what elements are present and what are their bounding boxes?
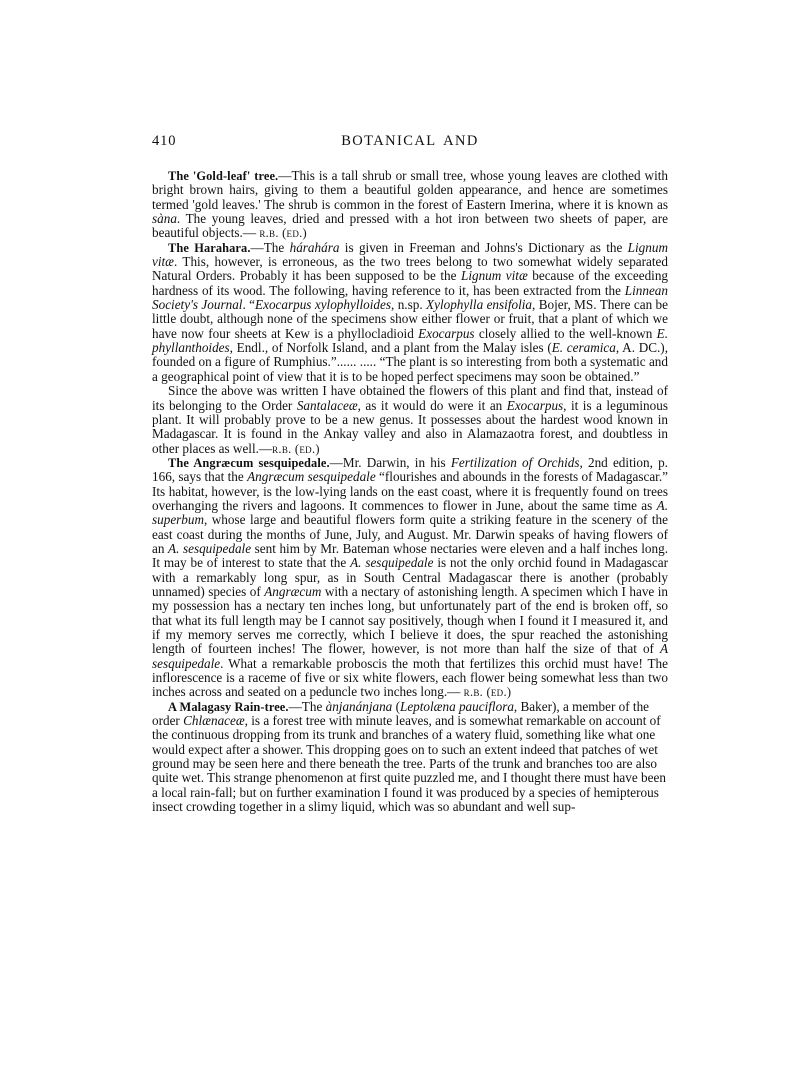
text-run: , whose large and beautiful flowers form quite a striking feature in the scenery of the east coast during the months of June, July, and August. Mr. Darwin speaks of having flowers of an xyxy=(152,512,668,556)
text-run: The xyxy=(263,239,290,255)
text-run: , Endl., of Norfolk Island, and a plant from the Malay isles ( xyxy=(229,340,552,356)
paragraph-gold-leaf-tree xyxy=(152,169,668,241)
text-run: , Bojer, MS. There can be little doubt, although none of the specimens show either flower or fruit, that a plant of which we have now four sheets at Kew is a phyllocladioid xyxy=(152,297,669,341)
italic-term: Leptolæna pauciflora xyxy=(399,698,514,714)
text-run: . “ xyxy=(242,297,256,313)
text-run: . The young leaves, dried and pressed with a hot iron between two sheets of paper, are beautiful objects.— xyxy=(152,211,668,241)
italic-term: E. ceramica xyxy=(551,340,616,356)
italic-term: Exocarpus xylophylloides xyxy=(255,297,392,313)
text-run: , Baker), a member of the order xyxy=(152,698,650,729)
italic-term: Santalaceæ xyxy=(296,397,358,413)
italic-term: A sesquipedale xyxy=(152,641,668,671)
italic-term: Exocarpus xyxy=(506,397,564,413)
text-run: sent him by Mr. Bateman whose nectaries were eleven and a half inches long. It may be of interest to state that the xyxy=(152,540,668,571)
body-text xyxy=(152,169,668,814)
attribution: r.b. (ed.) xyxy=(259,226,307,241)
run-in-heading: The Harahara. xyxy=(168,240,251,255)
italic-term: hárahára xyxy=(289,239,340,255)
italic-term: Exocarpus xyxy=(418,325,475,341)
run-in-heading: A Malagasy Rain-tree. xyxy=(168,699,289,714)
text-run: , n.sp. xyxy=(391,297,427,313)
paragraph-since-the-above xyxy=(152,384,668,456)
italic-term: Linnean Society's Journal xyxy=(152,282,668,313)
italic-term: ànjanánjana xyxy=(325,698,393,714)
text-run: is given in Freeman and Johns's Dictionary as the xyxy=(339,239,628,255)
text-run: with a nectary of astonishing length. A specimen which I have in my possession has a nectary ten inches long, but unfortunately part of the end is broken off, so that what its full length may be I cannot say positively, though when I found it I measured it, and if my memory serves me correctly, which I believe it does, the spur reached the astonishing length of fourteen inches! The flower, however, is not more than half the size of that of xyxy=(152,583,668,657)
paragraph-angraecum-sesquipedale xyxy=(152,456,668,700)
page-content xyxy=(152,133,668,814)
em-dash: — xyxy=(329,454,343,470)
text-run: . This, however, is erroneous, as the two trees belong to two somewhat widely separated Natural Orders. Probably it has been supposed to be the xyxy=(152,254,668,284)
run-in-heading: The 'Gold-leaf' tree. xyxy=(168,169,279,183)
italic-term: E. phyllanthoides xyxy=(152,325,668,356)
text-run: , it is a leguminous plant. It will probably prove to be a new genus. It possesses about the hardest wood known in Madagascar. It is found in the Ankay valley and also in Alamazaotra forest, and doubtless in other places as well.— xyxy=(152,397,668,456)
text-run: ( xyxy=(392,698,400,714)
text-run: . What a remarkable proboscis the moth that fertilizes this orchid must have! The inflorescence is a raceme of five or six white flowers, each flower being somewhat less than two inches across and seated on a peduncle two inches long.— xyxy=(152,655,668,700)
italic-term: sàna xyxy=(152,211,177,227)
italic-term: A. sesquipedale xyxy=(350,555,434,571)
running-head-title: BOTANICAL AND xyxy=(341,133,479,149)
italic-term: Fertilization of Orchids xyxy=(450,454,580,470)
italic-term: Angræcum sesquipedale xyxy=(247,469,376,485)
text-run: , is a forest tree with minute leaves, and is somewhat remarkable on account of the continuous dropping from its trunk and branches of a watery fluid, something like what one would expect after a shower. This dropping goes on to such an extent indeed that patches of wet ground may be seen here and there beneath the tree. Parts of the trunk and branches too are also quite wet. This strange phenomenon at first quite puzzled me, and I thought there must have been a local rain-fall; but on further examination I found it was produced by a species of hemipterous insect crowding together in a slimy liquid, which was so abundant and well sup- xyxy=(152,713,666,815)
italic-term: Xylophylla ensifolia xyxy=(426,297,533,313)
paragraph-malagasy-rain-tree xyxy=(152,700,668,815)
text-run: “flourishes and abounds in the forests of Madagascar.” Its habitat, however, is the low-lying lands on the east coast, where it is frequently found on trees overhanging the rivers and lagoons. It commences to flower in June, about the same time as xyxy=(152,469,668,513)
run-in-heading: The Angræcum sesquipedale. xyxy=(168,455,330,470)
text-run: is not the only orchid found in Madagascar with a remarkably long spur, as in South Central Madagascar there is another (probably unnamed) species of xyxy=(152,555,668,599)
italic-term: A. superbum xyxy=(152,497,668,528)
text-run: Since the above was written I have obtained the flowers of this plant and find that, instead of its belonging to the Order xyxy=(152,383,668,413)
attribution: r.b. (ed.) xyxy=(463,685,512,700)
text-run: This is a tall shrub or small tree, whose young leaves are clothed with bright brown hairs, giving to them a beautiful golden appearance, and hence are sometimes termed 'gold leaves.' The shrub is common in the forest of Eastern Imerina, where it is known as xyxy=(152,168,669,212)
page-number: 410 xyxy=(152,133,177,149)
em-dash: — xyxy=(278,168,292,183)
italic-term: Chlænaceæ xyxy=(183,713,245,729)
text-run: , 2nd edition, p. 166, says that the xyxy=(152,454,668,485)
em-dash: — xyxy=(288,698,302,714)
text-run: closely allied to the well-known xyxy=(474,325,657,341)
italic-term: A. sesquipedale xyxy=(168,540,252,556)
running-head xyxy=(152,133,668,163)
italic-term: Lignum vitæ xyxy=(460,268,528,284)
paragraph-harahara xyxy=(152,241,668,384)
text-run: The xyxy=(301,698,326,714)
text-run: , A. DC.), founded on a figure of Rumphius.”...... ..... “The plant is so interesting from both a systematic and a geographical point of view that it is to be hoped perfect specimens may soon be obtained.” xyxy=(152,340,668,384)
attribution: r.b. (ed.) xyxy=(272,441,320,456)
text-run: , as it would do were it an xyxy=(357,397,507,413)
italic-term: Angræcum xyxy=(264,583,322,599)
text-run: because of the exceeding hardness of its wood. The following, having reference to it, has been extracted from the xyxy=(152,268,669,298)
italic-term: Lignum vitæ xyxy=(152,239,668,270)
text-run: Mr. Darwin, in his xyxy=(342,454,451,470)
em-dash: — xyxy=(250,239,264,255)
